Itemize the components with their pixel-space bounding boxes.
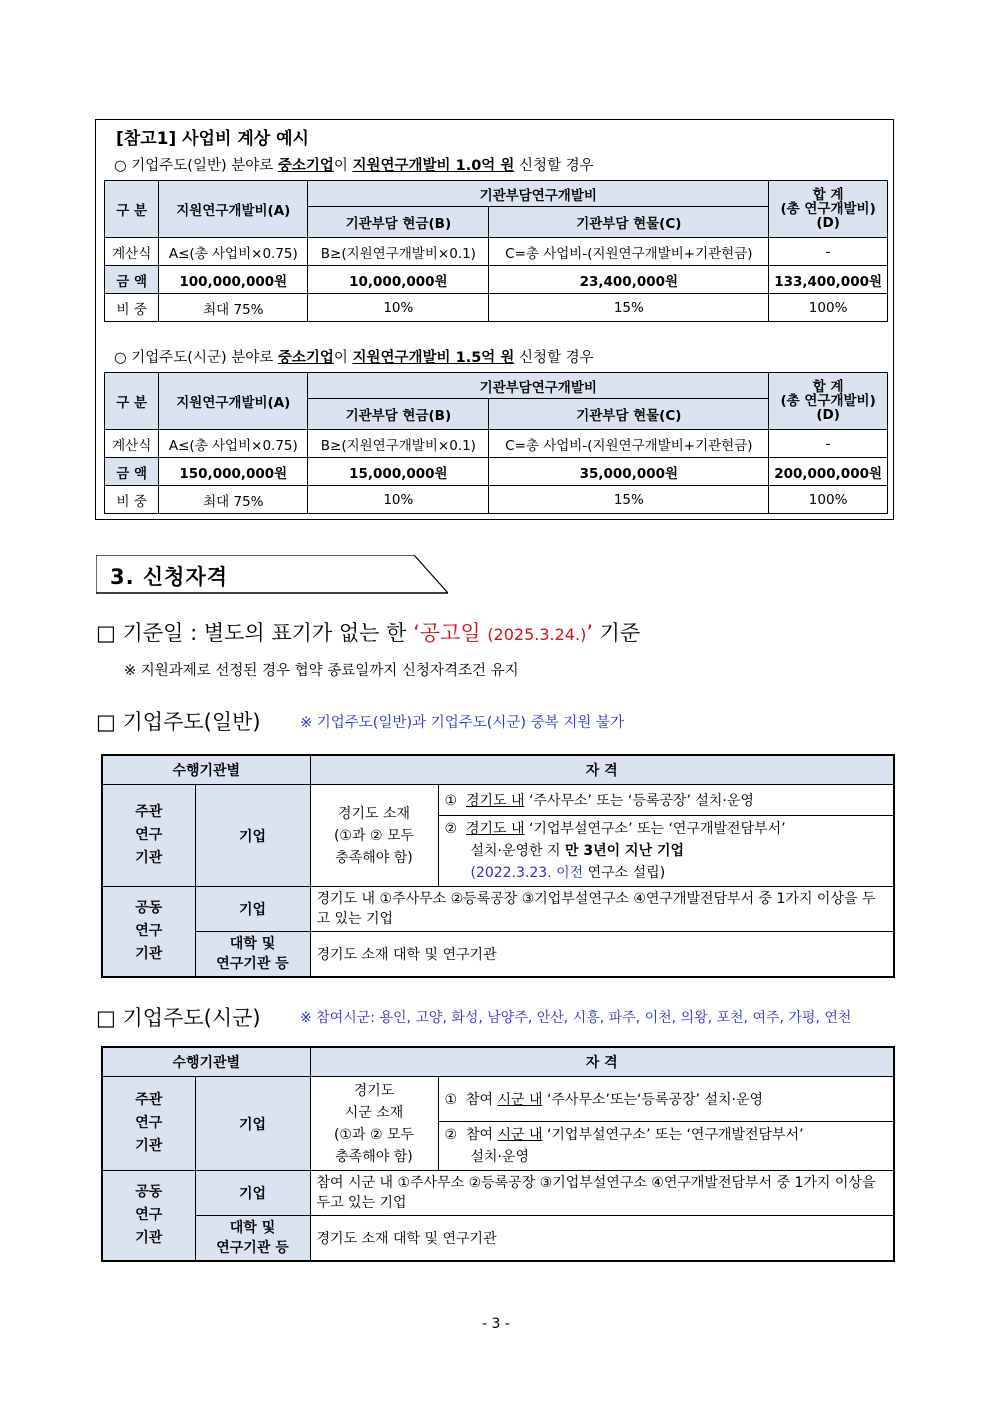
cell: -	[769, 430, 888, 458]
cell: 35,000,000원	[489, 458, 769, 486]
company: 기업	[195, 1077, 310, 1171]
row-label-formula: 계산식	[105, 238, 159, 266]
cell: C=총 사업비-(지원연구개발비+기관현금)	[489, 430, 769, 458]
cell: 100%	[769, 486, 888, 514]
cell: A≤(총 사업비×0.75)	[159, 430, 308, 458]
row-label-amount: 금 액	[105, 458, 159, 486]
cell: 200,000,000원	[769, 458, 888, 486]
cell: -	[769, 238, 888, 266]
joint-company-req: 경기도 내 ①주사무소 ②등록공장 ③기업부설연구소 ④연구개발전담부서 중 1가지 이상을 두고 있는 기업	[310, 887, 894, 932]
header-category: 구 분	[105, 373, 159, 430]
col-qual: 자 격	[310, 1047, 894, 1077]
joint-org: 공동 연구 기관	[102, 1171, 195, 1262]
col-qual: 자 격	[310, 755, 894, 785]
cell: 최대 75%	[159, 294, 308, 322]
city-qual-table	[101, 1046, 895, 1262]
city-note: ※ 참여시군: 용인, 고양, 화성, 남양주, 안산, 시흥, 파주, 이천, 의왕, 포천, 여주, 가평, 연천	[300, 1010, 852, 1026]
cell: 133,400,000원	[769, 266, 888, 294]
univ: 대학 및 연구기관 등	[195, 932, 310, 978]
req2: ② 참여 시군 내 ‘기업부설연구소’ 또는 ‘연구개발전담부서’ 설치·운영	[438, 1122, 894, 1171]
joint-company-req: 참여 시군 내 ①주사무소 ②등록공장 ③기업부설연구소 ④연구개발전담부서 중 1가지 이상을 두고 있는 기업	[310, 1171, 894, 1216]
budget-table-2	[104, 372, 888, 514]
section-heading	[96, 555, 448, 595]
header-inkind: 기관부담 현물(C)	[489, 207, 769, 238]
col-org: 수행기관별	[102, 755, 310, 785]
univ-req: 경기도 소재 대학 및 연구기관	[310, 932, 894, 978]
section-title: 3. 신청자격	[110, 565, 229, 589]
header-total: 합 계 (총 연구개발비) (D)	[769, 181, 888, 238]
cell: A≤(총 사업비×0.75)	[159, 238, 308, 266]
criteria-note: ※ 지원과제로 선정된 경우 협약 종료일까지 신청자격조건 유지	[124, 663, 519, 679]
joint-company: 기업	[195, 887, 310, 932]
cell: 100,000,000원	[159, 266, 308, 294]
cell: 15,000,000원	[308, 458, 489, 486]
main-org: 주관 연구 기관	[102, 1077, 195, 1171]
general-note: ※ 기업주도(일반)과 기업주도(시군) 중복 지원 불가	[300, 715, 624, 731]
req1: ① 경기도 내 ‘주사무소’ 또는 ‘등록공장’ 설치·운영	[438, 785, 894, 816]
page-number: - 3 -	[482, 1316, 510, 1332]
req1: ① 참여 시군 내 ‘주사무소’또는‘등록공장’ 설치·운영	[438, 1077, 894, 1122]
main-org: 주관 연구 기관	[102, 785, 195, 887]
header-total: 합 계 (총 연구개발비) (D)	[769, 373, 888, 430]
header-category: 구 분	[105, 181, 159, 238]
reference-title: [참고1] 사업비 계상 예시	[116, 129, 309, 149]
univ: 대학 및 연구기관 등	[195, 1216, 310, 1262]
cell: B≥(지원연구개발비×0.1)	[308, 430, 489, 458]
col-org: 수행기관별	[102, 1047, 310, 1077]
header-support: 지원연구개발비(A)	[159, 181, 308, 238]
cell: 150,000,000원	[159, 458, 308, 486]
cell: 10%	[308, 294, 489, 322]
univ-req: 경기도 소재 대학 및 연구기관	[310, 1216, 894, 1262]
cell: 15%	[489, 294, 769, 322]
cell: B≥(지원연구개발비×0.1)	[308, 238, 489, 266]
joint-org: 공동 연구 기관	[102, 887, 195, 978]
city-heading: □ 기업주도(시군)	[96, 1006, 261, 1030]
row-label-amount: 금 액	[105, 266, 159, 294]
header-inkind: 기관부담 현물(C)	[489, 399, 769, 430]
case2-line: ○ 기업주도(시군) 분야로 중소기업이 지원연구개발비 1.5억 원 신청할 경우	[114, 350, 594, 366]
header-cash: 기관부담 현금(B)	[308, 207, 489, 238]
header-inst: 기관부담연구개발비	[308, 181, 769, 207]
cell: C=총 사업비-(지원연구개발비+기관현금)	[489, 238, 769, 266]
case1-line: ○ 기업주도(일반) 분야로 중소기업이 지원연구개발비 1.0억 원 신청할 경우	[114, 158, 594, 174]
company: 기업	[195, 785, 310, 887]
cell: 15%	[489, 486, 769, 514]
budget-table-1	[104, 180, 888, 322]
cell: 10%	[308, 486, 489, 514]
cell: 10,000,000원	[308, 266, 489, 294]
reference-box	[95, 119, 894, 520]
row-label-formula: 계산식	[105, 430, 159, 458]
cell: 23,400,000원	[489, 266, 769, 294]
checkbox-icon: □	[96, 621, 116, 645]
general-qual-table	[101, 754, 895, 978]
header-cash: 기관부담 현금(B)	[308, 399, 489, 430]
location: 경기도 시군 소재 (①과 ② 모두 충족해야 함)	[310, 1077, 438, 1171]
req2: ② 경기도 내 ‘기업부설연구소’ 또는 ‘연구개발전담부서’ 설치·운영한 지 만 3년이 지난 기업 (2022.3.23. 이전 연구소 설립)	[438, 816, 894, 887]
header-support: 지원연구개발비(A)	[159, 373, 308, 430]
location: 경기도 소재 (①과 ② 모두 충족해야 함)	[310, 785, 438, 887]
row-label-ratio: 비 중	[105, 294, 159, 322]
header-inst: 기관부담연구개발비	[308, 373, 769, 399]
cell: 100%	[769, 294, 888, 322]
criteria-line: □ 기준일 : 별도의 표기가 없는 한 ‘공고일 (2025.3.24.)’ 기준	[96, 621, 641, 645]
general-heading: □ 기업주도(일반)	[96, 710, 261, 734]
cell: 최대 75%	[159, 486, 308, 514]
row-label-ratio: 비 중	[105, 486, 159, 514]
joint-company: 기업	[195, 1171, 310, 1216]
